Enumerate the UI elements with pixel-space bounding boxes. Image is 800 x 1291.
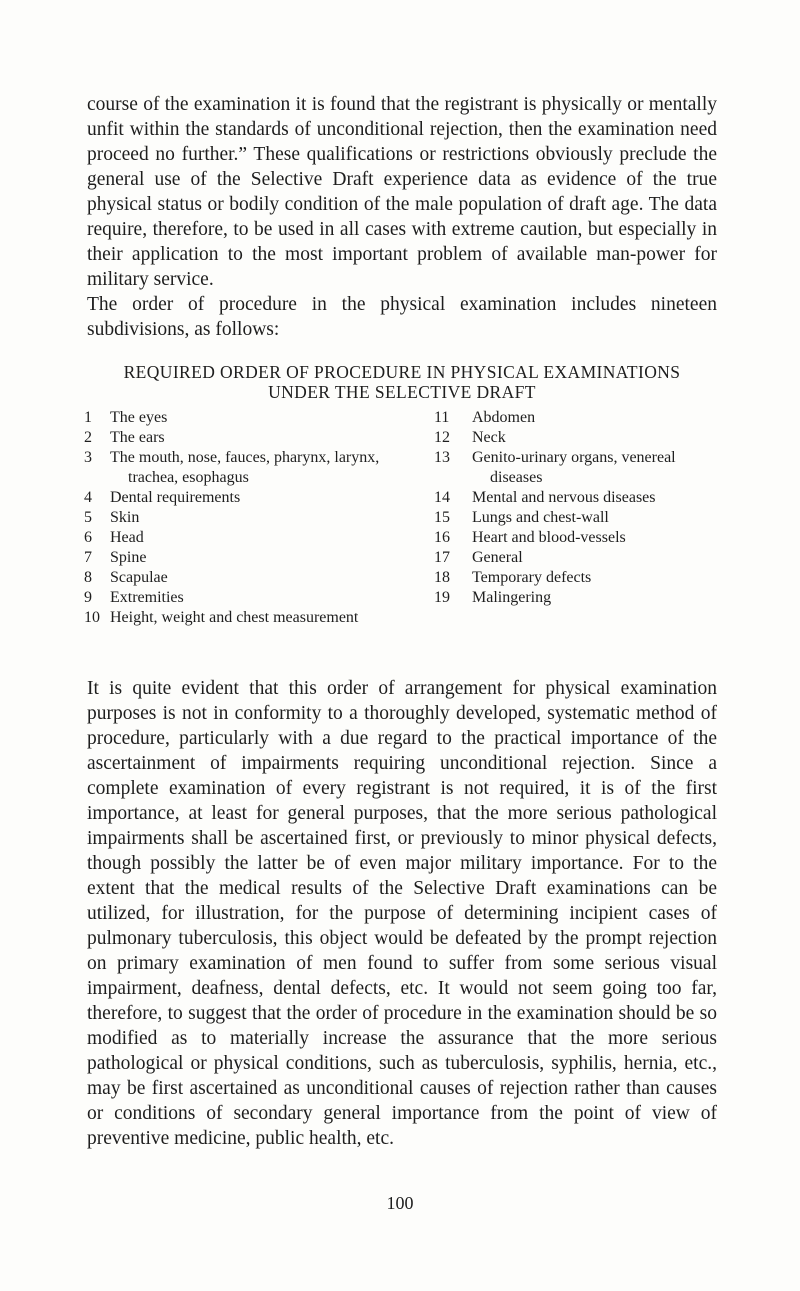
list-item <box>84 548 414 568</box>
procedure-list-right <box>434 408 724 608</box>
procedure-list <box>84 408 717 676</box>
item-text: Malingering <box>472 589 552 606</box>
item-text: The mouth, nose, fauces, pharynx, larynx, trachea, esophagus <box>110 449 380 486</box>
item-number: 16 <box>434 529 450 546</box>
list-item <box>434 408 724 428</box>
list-item <box>434 528 724 548</box>
intro-paragraph-2: The order of procedure in the physical examination includes nineteen subdivisions, as follows: <box>87 294 717 340</box>
item-text: Dental requirements <box>110 489 241 506</box>
item-text: Mental and nervous diseases <box>472 489 656 506</box>
list-item <box>84 608 414 628</box>
item-number: 17 <box>434 549 450 566</box>
list-item <box>84 588 414 608</box>
item-number: 4 <box>84 489 92 506</box>
item-text: General <box>472 549 523 566</box>
item-number: 2 <box>84 429 92 446</box>
list-item <box>84 428 414 448</box>
list-item <box>434 448 724 488</box>
item-text: Height, weight and chest measurement <box>110 609 359 626</box>
item-text: Lungs and chest-wall <box>472 509 609 526</box>
page-number: 100 <box>386 1193 414 1213</box>
heading-line-2: UNDER THE SELECTIVE DRAFT <box>268 382 536 402</box>
item-number: 5 <box>84 509 92 526</box>
item-text: The ears <box>110 429 165 446</box>
item-text: Neck <box>472 429 506 446</box>
list-item <box>84 508 414 528</box>
item-text: Genito-urinary organs, venereal diseases <box>472 449 676 486</box>
item-text: Head <box>110 529 144 546</box>
list-item <box>434 588 724 608</box>
item-number: 19 <box>434 589 450 606</box>
item-number: 3 <box>84 449 92 466</box>
list-item <box>84 528 414 548</box>
list-item <box>434 508 724 528</box>
item-number: 18 <box>434 569 450 586</box>
list-item <box>84 488 414 508</box>
item-number: 15 <box>434 509 450 526</box>
item-text: Skin <box>110 509 140 526</box>
item-number: 1 <box>84 409 92 426</box>
item-number: 13 <box>434 449 450 466</box>
item-text: Heart and blood-vessels <box>472 529 626 546</box>
list-item <box>434 428 724 448</box>
item-number: 12 <box>434 429 450 446</box>
procedure-list-left <box>84 408 414 628</box>
list-item <box>434 548 724 568</box>
item-text: Spine <box>110 549 147 566</box>
intro-paragraph-1: course of the examination it is found that the registrant is physically or mentally unfit within the standards of unconditional rejection, then the examination need proceed no further.” These qualifications or restrictions obviously preclude the general use of the Selective Draft experience data as evidence of the true physical status or bodily condition of the male population of draft age. The data require, therefore, to be used in all cases with extreme caution, but especially in their application to the most important problem of available man-power for military service. <box>87 94 717 290</box>
item-text: Extremities <box>110 589 184 606</box>
heading-line-1: REQUIRED ORDER OF PROCEDURE IN PHYSICAL EXAMINATIONS <box>123 362 681 382</box>
item-text: Temporary defects <box>472 569 592 586</box>
item-number: 7 <box>84 549 92 566</box>
list-item <box>84 448 414 488</box>
item-text: Abdomen <box>472 409 536 426</box>
item-text: The eyes <box>110 409 168 426</box>
list-item <box>434 568 724 588</box>
list-item <box>434 488 724 508</box>
item-text: Scapulae <box>110 569 168 586</box>
item-number: 8 <box>84 569 92 586</box>
list-item <box>84 408 414 428</box>
item-number: 14 <box>434 489 450 506</box>
list-heading <box>87 362 717 402</box>
page-content <box>84 92 717 1151</box>
body-paragraph: It is quite evident that this order of arrangement for physical examination purposes is not in conformity to a thoroughly developed, systematic method of procedure, particularly with a due regard to the practical importance of the ascertainment of impairments requiring unconditional rejection. Since a complete examination of every registrant is not required, it is of the first importance, at least for general purposes, that the more serious pathological impairments shall be ascertained first, or previously to minor physical defects, though possibly the latter be of even major military importance. For to the extent that the medical results of the Selective Draft examinations can be utilized, for illustration, for the purpose of determining incipient cases of pulmonary tuberculosis, this object would be defeated by the prompt rejection on primary examination of men found to suffer from some serious visual impairment, deafness, dental defects, etc. It would not seem going too far, therefore, to suggest that the order of procedure in the examination should be so modified as to materially increase the assurance that the more serious pathological or physical conditions, such as tuberculosis, syphilis, hernia, etc., may be first ascertained as unconditional causes of rejection rather than causes or conditions of secondary general importance from the point of view of preventive medicine, public health, etc. <box>87 678 717 1149</box>
list-item <box>84 568 414 588</box>
item-number: 6 <box>84 529 92 546</box>
item-number: 9 <box>84 589 92 606</box>
item-number: 11 <box>434 409 450 426</box>
item-number: 10 <box>84 609 100 626</box>
